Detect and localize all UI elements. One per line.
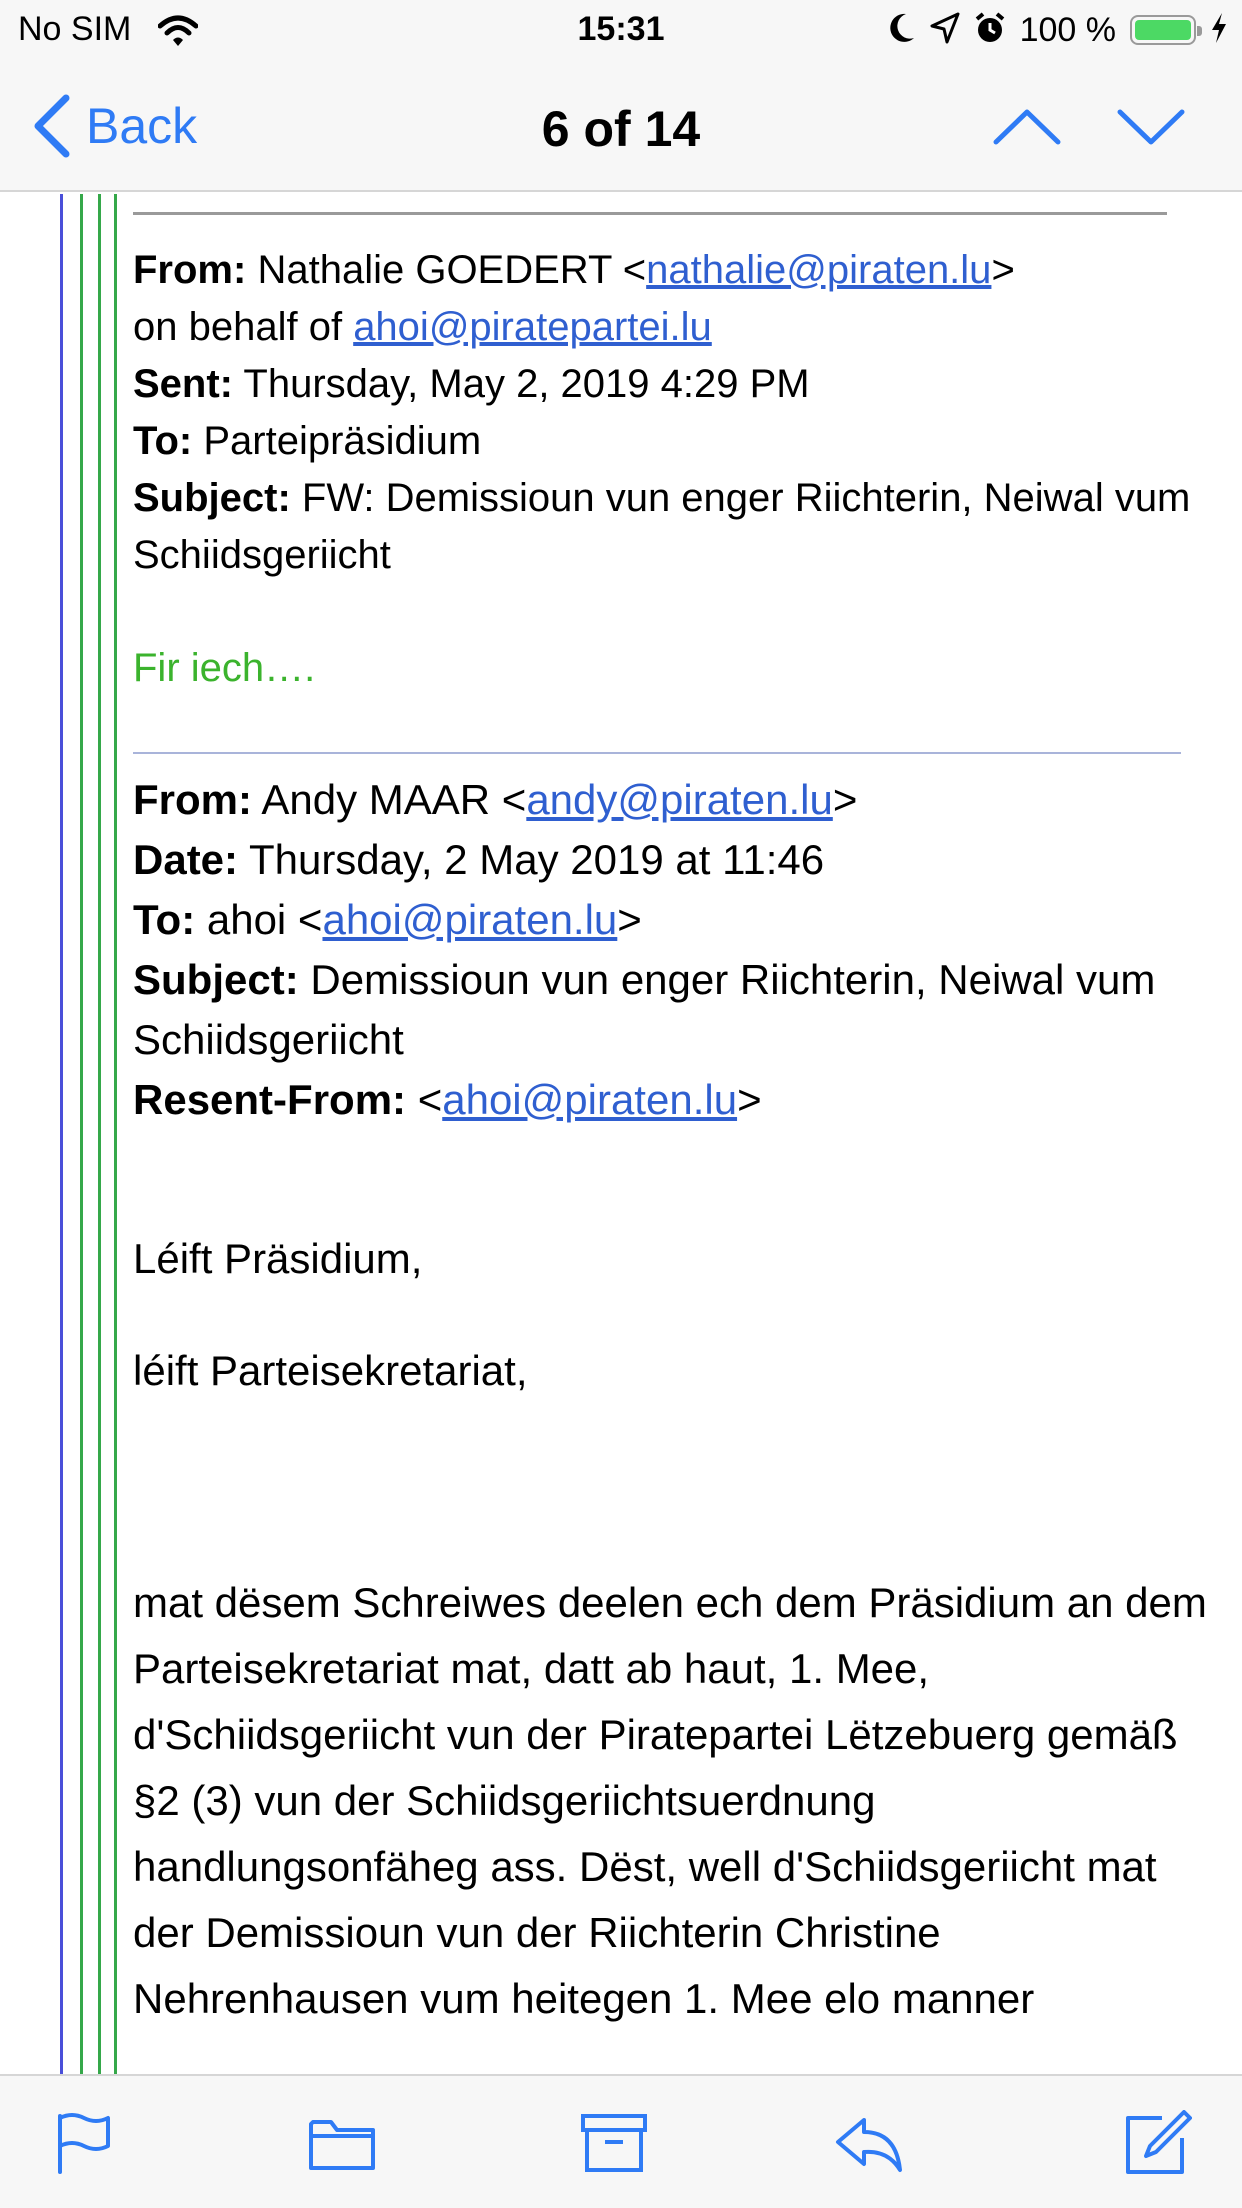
bracket-close: > — [991, 248, 1015, 292]
previous-message-button[interactable] — [992, 92, 1062, 162]
sender-name: Nathalie GOEDERT < — [257, 248, 647, 292]
divider — [133, 752, 1181, 754]
behalf-prefix: on behalf of — [133, 305, 354, 349]
behalf-email-link[interactable]: ahoi@piratepartei.lu — [353, 305, 712, 349]
bracket-open: < — [417, 1076, 443, 1123]
reply-icon — [834, 2110, 904, 2176]
sent-line — [133, 356, 1213, 413]
sent-value: Thursday, May 2, 2019 4:29 PM — [243, 362, 810, 406]
bracket-close: > — [737, 1076, 762, 1123]
battery-percent: 100 % — [1019, 10, 1116, 49]
move-to-folder-button[interactable] — [307, 2110, 377, 2176]
sender-name: Andy MAAR < — [261, 776, 527, 823]
to-label: To: — [133, 419, 193, 463]
message-counter: 6 of 14 — [541, 101, 701, 157]
recipient-email-link[interactable]: ahoi@piraten.lu — [322, 896, 618, 943]
quote-bar — [98, 194, 101, 2074]
message-body[interactable] — [0, 194, 1242, 2074]
status-time: 15:31 — [577, 10, 665, 48]
resent-from-line — [133, 1070, 1213, 1130]
sender-email-link[interactable]: andy@piraten.lu — [526, 776, 833, 823]
forwarded-header — [133, 242, 1213, 584]
status-bar — [0, 0, 1242, 62]
resent-email-link[interactable]: ahoi@piraten.lu — [442, 1076, 738, 1123]
behalf-line — [133, 299, 1213, 356]
to-value: Parteipräsidium — [203, 419, 482, 463]
flag-icon — [50, 2110, 120, 2176]
date-value: Thursday, 2 May 2019 at 11:46 — [248, 836, 825, 883]
bracket-close: > — [832, 776, 858, 823]
divider — [133, 212, 1167, 215]
salutation: Léift Präsidium, — [133, 1235, 423, 1282]
resent-from-label: Resent-From: — [133, 1076, 407, 1123]
location-icon — [930, 12, 960, 49]
original-header — [133, 770, 1213, 1130]
subject-line — [133, 950, 1213, 1070]
chevron-down-icon — [1116, 92, 1186, 162]
next-message-button[interactable] — [1116, 92, 1186, 162]
sent-label: Sent: — [133, 362, 233, 406]
subject-value: FW: Demissioun vun enger Riichterin, Neiwal vum Schiidsgeriicht — [133, 476, 1191, 577]
back-label: Back — [86, 98, 198, 154]
from-label: From: — [133, 248, 247, 292]
quote-bar — [80, 194, 83, 2074]
chevron-up-icon — [992, 92, 1062, 162]
bracket-close: > — [617, 896, 642, 943]
alarm-icon — [974, 11, 1006, 50]
to-label: To: — [133, 896, 196, 943]
to-line — [133, 413, 1213, 470]
sender-email-link[interactable]: nathalie@piraten.lu — [646, 248, 992, 292]
subject-label: Subject: — [133, 476, 291, 520]
moon-icon — [888, 12, 916, 49]
subject-line — [133, 470, 1213, 584]
charging-icon — [1210, 12, 1228, 49]
flag-button[interactable] — [50, 2110, 120, 2176]
date-line — [133, 830, 1213, 890]
from-line — [133, 770, 1213, 830]
status-right-icons — [888, 10, 1228, 50]
subject-value: Demissioun vun enger Riichterin, Neiwal vum Schiidsgeriicht — [133, 956, 1156, 1063]
battery-icon — [1130, 15, 1196, 45]
folder-icon — [307, 2110, 377, 2176]
carrier-label: No SIM — [18, 10, 132, 48]
forward-note: Fir iech…. — [133, 646, 316, 690]
navigation-bar — [0, 62, 1242, 192]
from-label: From: — [133, 776, 252, 823]
bottom-toolbar — [0, 2074, 1242, 2208]
body-paragraph: mat dësem Schreiwes deelen ech dem Präsidium an dem Parteisekretariat mat, datt ab haut, 1. Mee, d'Schiidsgeriicht vun der Piratepartei Lëtzebuerg gemäß §2 (3) vun der Schiidsgeriichtsuerdnung handlungsonfäheg ass. Dëst, well d'Schiidsgeriicht mat der Demissioun vun der Riichterin Christine Nehrenhausen vum heitegen 1. Mee elo manner — [133, 1579, 1207, 2022]
reply-button[interactable] — [834, 2110, 904, 2176]
archive-icon — [579, 2110, 649, 2176]
subject-label: Subject: — [133, 956, 299, 1003]
compose-icon — [1122, 2110, 1192, 2176]
compose-button[interactable] — [1122, 2110, 1192, 2176]
from-line — [133, 242, 1213, 299]
to-line — [133, 890, 1213, 950]
date-label: Date: — [133, 836, 239, 883]
to-name: ahoi < — [206, 896, 323, 943]
quote-bar — [60, 194, 63, 2074]
archive-button[interactable] — [579, 2110, 649, 2176]
salutation-secondary: léift Parteisekretariat, — [133, 1347, 528, 1394]
quote-bar — [114, 194, 117, 2074]
